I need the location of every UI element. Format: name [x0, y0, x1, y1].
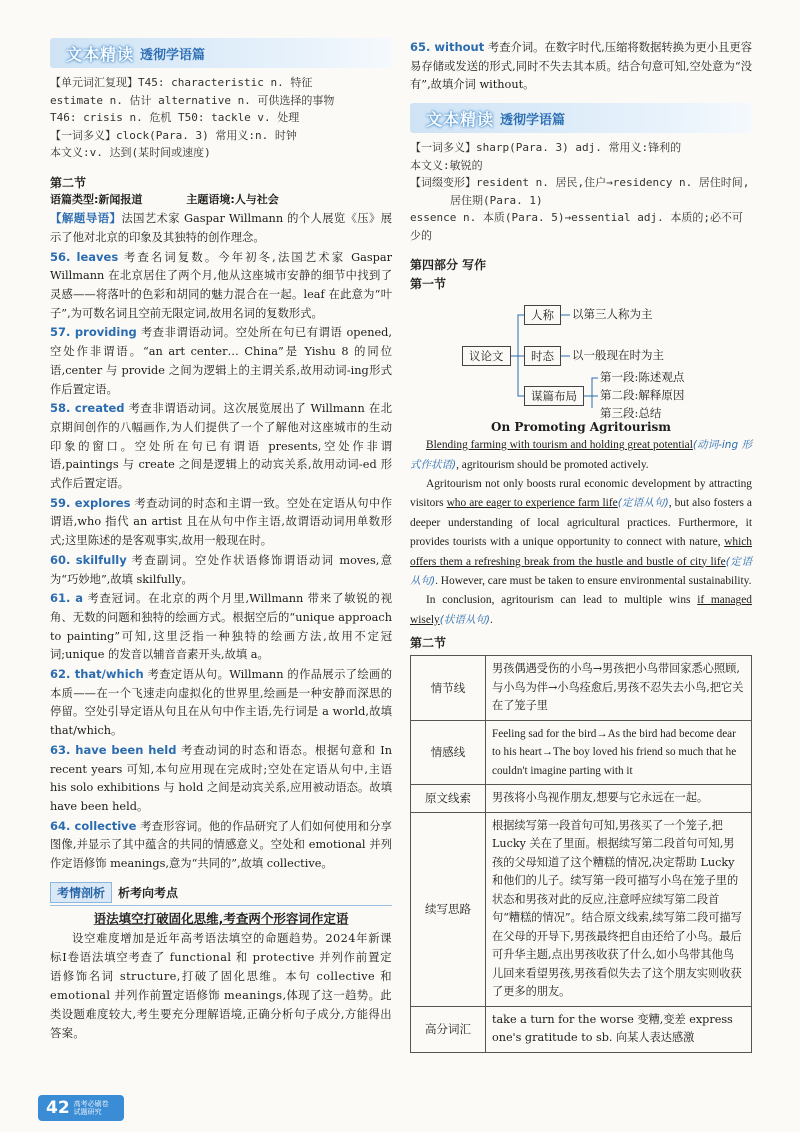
analysis-text: 设空难度增加是近年高考语法填空的命题趋势。2024年新课标Ⅰ卷语法填空考查了 functional 和 protective 并列作前置定语修饰名词 structure,打破了固化思维。本句 collective 和 emotional 并列作前置定语修饰 meanings,体现了这一趋势。此类设题难度较大,考生要充分理解语境,正确分析句子成分,方能得出答案。 [50, 931, 392, 1040]
vocab-line: essence n. 本质(Para. 5)→essential adj. 本质的;必不可少的 [410, 211, 744, 242]
essay-paragraph [410, 475, 752, 591]
row-content: Feeling sad for the bird→As the bird had become dear to his heart→The boy loved his friend so much that he couldn't imagine parting with it [486, 720, 752, 785]
answer-key: 59. explores [50, 495, 131, 510]
answer-key: 58. created [50, 401, 125, 416]
banner-sub: 透彻学语篇 [500, 112, 566, 128]
diagram-para-2: 第二段:解释原因 [600, 388, 685, 403]
vocab-line: 【单元词汇复现】T45: characteristic n. 特征 [50, 76, 313, 89]
text-reading-banner [410, 103, 752, 133]
answer-text: 考查定语从句。Willmann 的作品展示了绘画的本质——在一个飞速走向虚拟化的世界里,绘画是一种安静而深思的停留。空处引导定语从句且在从句中作主语,先行词是 a world,故填 that/which。 [50, 668, 393, 738]
vocab-block [410, 139, 752, 244]
answer-key: 64. collective [50, 818, 137, 833]
underlined-phrase: if managed wisely [410, 594, 753, 626]
row-header: 情感线 [411, 720, 486, 785]
table-row [411, 1006, 752, 1052]
answer-item [50, 399, 392, 494]
page-note-1: 高考必刷卷 [73, 1100, 109, 1108]
table-row [411, 812, 752, 1006]
right-column [410, 38, 752, 1053]
answer-item [50, 589, 392, 665]
exam-analysis-box: 考情剖析 [50, 882, 112, 903]
guide-text: 法国艺术家 Gaspar Willmann 的个人展览《压》展示了他对北京的印象及其独特的创作理念。 [50, 212, 393, 244]
diagram-para-1: 第一段:陈述观点 [600, 370, 685, 385]
guide-paragraph [50, 209, 392, 247]
continuation-writing-table [410, 655, 752, 1053]
essay-text: , agritourism should be promoted actively. [456, 458, 649, 471]
vocab-line: 【一词多义】clock(Para. 3) 常用义:n. 时钟 [50, 128, 297, 142]
answer-key: 65. without [410, 40, 485, 54]
page-note [74, 1100, 109, 1116]
diagram-node-tense: 时态 [524, 346, 561, 366]
model-essay [410, 436, 752, 630]
essay-text: . [489, 613, 493, 626]
vocab-line: 本文义:敏锐的 [410, 158, 483, 172]
answer-item [410, 38, 752, 95]
answer-key: 56. leaves [50, 249, 119, 264]
answer-key: 61. a [50, 591, 83, 606]
exam-analysis-header [50, 882, 392, 906]
vocab-line: T46: crisis n. 危机 T50: tackle v. 处理 [50, 111, 300, 124]
essay-title: On Promoting Agritourism [491, 420, 671, 435]
essay-text: , but also fosters a deeper understanding of local agricultural practices. Furthermore, it provides tourists with a unique opportunity to connect with nature, [410, 497, 752, 549]
grammar-note: (定语从句) [410, 555, 752, 587]
underlined-phrase: Blending farming with tourism and holding great potential [426, 439, 693, 452]
row-content: take a turn for the worse 变糟,变差 express one's gratitude to sb. 向某人表达感激 [486, 1006, 752, 1052]
answer-text: 考查动词的时态和语态。根据句意和 In recent years 可知,本句应用现在完成时;空处在定语从句中,主语 his solo exhibitions 与 hold 之间是动宾关系,应用被动语态。故填 have been held。 [50, 743, 392, 813]
answer-text: 考查非谓语动词。空处所在句已有谓语 opened,空处作非谓语。“an art center… China”是 Yishu 8 的同位语,center 与 provide 之间为逻辑上的主谓关系,故用动词-ing形式作后置定语。 [50, 326, 392, 396]
section-title: 第二节 [410, 636, 447, 651]
page-note-2: 试题研究 [73, 1108, 102, 1116]
essay-text: In conclusion, agritourism can lead to multiple wins [426, 594, 698, 607]
diagram-node-structure: 谋篇布局 [524, 386, 584, 406]
banner-main: 文本精读 [426, 109, 495, 129]
table-row [411, 656, 752, 721]
answer-text: 考查冠词。在北京的两个月里,Willmann 带来了敏锐的视角、无数的问题和独特的绘画方式。根据空后的“unique approach to painting”可知,这里泛指一种独特的绘画方法,故用不定冠词;unique 的发音以辅音音素开头,故填 a。 [50, 592, 392, 662]
genre-label: 语篇类型:新闻报道 [50, 192, 143, 206]
answer-item [50, 494, 392, 551]
answer-item [50, 323, 392, 399]
answer-text: 考查副词。空处作状语修饰谓语动词 moves,意为“巧妙地”,故填 skilfully。 [50, 553, 393, 586]
diagram-note-person: 以第三人称为主 [572, 307, 653, 322]
diagram-root: 议论文 [462, 346, 511, 366]
vocab-line: 【词缀变形】resident n. 居民,住户→residency n. 居住时间, [410, 176, 750, 190]
grammar-note: (定语从句) [617, 497, 669, 510]
grammar-note: (动词-ing 形式作状语) [410, 439, 752, 471]
answer-text: 考查名词复数。今年初冬,法国艺术家 Gaspar Willmann 在北京居住了两个月,他从这座城市安静的细节中找到了灵感——将落叶的色彩和胡同的魅力混合在一起。leaf 在此意为“叶子”,为可数名词且空前无限定词,故用名词的复数形式。 [50, 250, 393, 320]
page-number: 42 [46, 1098, 70, 1118]
table-row [411, 720, 752, 785]
essay-text: . However, care must be taken to ensure environmental sustainability. [435, 574, 752, 587]
answer-key: 63. have been held [50, 742, 177, 757]
answer-item [50, 551, 392, 589]
answer-key: 60. skilfully [50, 552, 127, 567]
vocab-line: estimate n. 估计 alternative n. 可供选择的事物 [50, 93, 335, 107]
answer-text: 考查动词的时态和主谓一致。空处在定语从句中作谓语,who 指代 an artist 且在从句中作主语,故谓语动词用单数形式;这里陈述的是客观事实,故用一般现在时。 [50, 496, 393, 548]
answer-item [50, 665, 392, 741]
diagram-para-3: 第三段:总结 [600, 406, 662, 421]
vocab-line: 本文义:v. 达到(某时间或速度) [50, 146, 211, 159]
genre-row [50, 191, 392, 210]
row-header: 原文线索 [411, 785, 486, 813]
answer-key: 57. providing [50, 325, 137, 340]
answer-key: 62. that/which [50, 667, 144, 682]
vocab-line: 居住期(Para. 1) [450, 193, 543, 207]
answer-item [50, 248, 392, 324]
page-number-badge [38, 1095, 124, 1121]
part-title: 第四部分 写作 [410, 258, 487, 273]
answer-text: 考查介词。在数字时代,压缩将数据转换为更小且更容易存储或发送的形式,同时不失去其本质。结合句意可知,空处意为“没有”,故填介词 without。 [410, 41, 753, 92]
diagram-node-person: 人称 [524, 305, 561, 325]
row-header: 情节线 [411, 656, 486, 721]
underlined-phrase: which offers them a refreshing break from the hustle and bustle of city life [410, 536, 752, 568]
exam-analysis-title: 析考向考点 [118, 885, 179, 900]
essay-paragraph [410, 436, 752, 475]
row-content: 男孩将小鸟视作朋友,想要与它永远在一起。 [486, 785, 752, 813]
essay-structure-diagram [410, 298, 752, 421]
left-column [50, 38, 392, 1043]
text-reading-banner [50, 38, 392, 68]
diagram-note-tense: 以一般现在时为主 [572, 348, 664, 363]
grammar-note: (状语从句) [439, 613, 490, 626]
row-header: 续写思路 [411, 812, 486, 1006]
banner-main: 文本精读 [66, 44, 135, 64]
section-title: 第二节 [50, 175, 87, 190]
table-row [411, 785, 752, 813]
answer-text: 考查非谓语动词。这次展览展出了 Willmann 在北京期间创作的八幅画作,为人们提供了一个了解他对这座城市的生动印象的窗口。空处所在句已有谓语 presents,空处作非谓语,paintings 与 create 之间是逻辑上的动宾关系,故用动词-ed 形式作后置定语。 [50, 402, 393, 491]
context-label: 主题语境:人与社会 [186, 192, 279, 206]
analysis-subtitle: 语法填空打破固化思维,考查两个形容词作定语 [93, 910, 349, 926]
guide-label: 【解题导语】 [50, 211, 122, 226]
essay-text: Agritourism not only boosts rural economic development by attracting visitors [410, 477, 752, 510]
answer-text: 考查形容词。他的作品研究了人们如何使用和分享图像,并显示了其中蕴含的共同的情感意义。空处和 emotional 并列作定语修饰 meanings,意为“共同的”,故填 collective。 [50, 819, 392, 871]
answer-item [50, 817, 392, 874]
essay-paragraph [410, 591, 752, 630]
banner-sub: 透彻学语篇 [140, 47, 206, 63]
answer-item [50, 741, 392, 817]
row-content: 根据续写第一段首句可知,男孩买了一个笼子,把 Lucky 关在了里面。根据续写第二段首句可知,男孩的父母知道了这个糟糕的情况,决定帮助 Lucky 和他们的儿子。续写第一段可描写小鸟在笼子里的状态和男孩对此的反应,注意呼应续写第二段首句“糟糕的情况”。结合原文线索,续写第二段可描写在父母的开导下,男孩最终把自由还给了小鸟。最后可升华主题,点出男孩收获了什么,如小鸟带其他鸟儿回来看望男孩,男孩看似失去了这个朋友实则收获了更多的朋友。 [486, 812, 752, 1006]
vocab-line: 【一词多义】sharp(Para. 3) adj. 常用义:锋利的 [410, 141, 682, 155]
row-content: 男孩偶遇受伤的小鸟→男孩把小鸟带回家悉心照顾,与小鸟为伴→小鸟痊愈后,男孩不忍失去小鸟,把它关在了笼子里 [486, 656, 752, 721]
section-title: 第一节 [410, 277, 447, 292]
row-header: 高分词汇 [411, 1006, 486, 1052]
underlined-phrase: who are eager to experience farm life [446, 497, 618, 510]
vocab-block [50, 74, 392, 162]
